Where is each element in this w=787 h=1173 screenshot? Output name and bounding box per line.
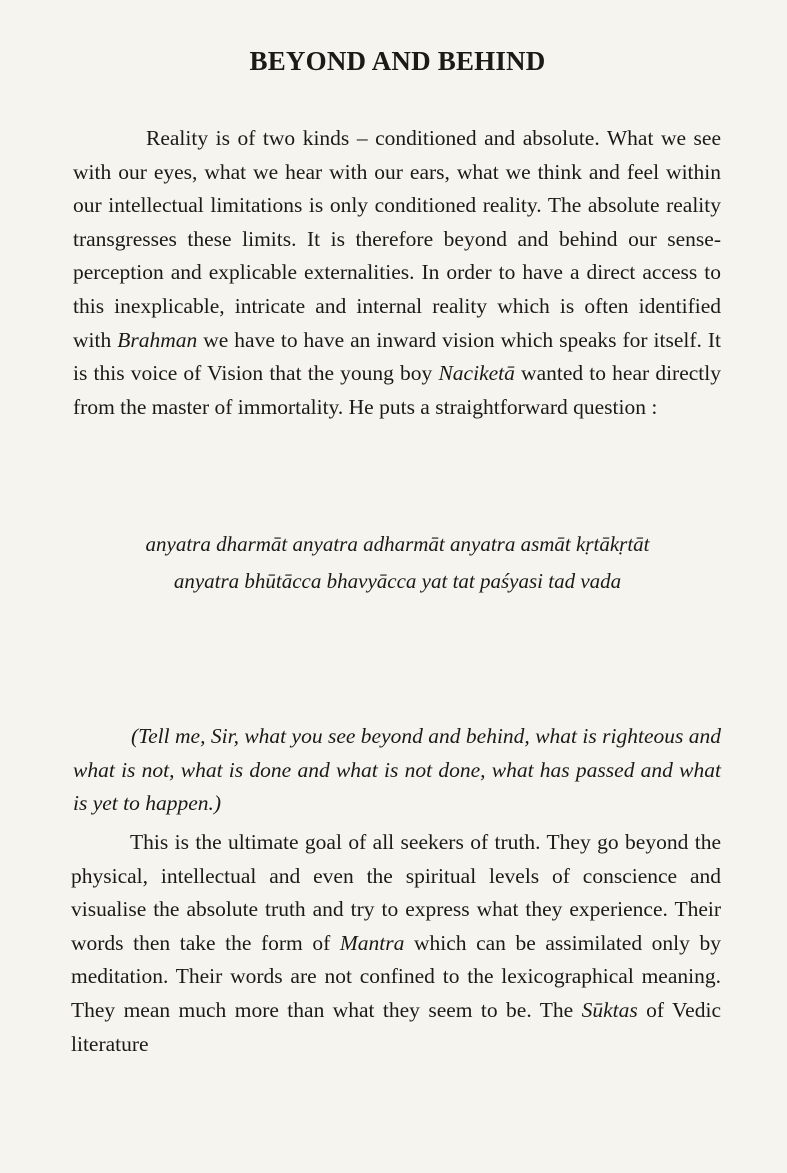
page-title: BEYOND AND BEHIND [249,46,546,76]
paragraph-text: we have to have an inward vision which speaks for itself. It is this voice of Vision that the young boy [73,327,721,386]
verse-translation: (Tell me, Sir, what you see beyond and behind, what is righteous and what is not, what is done and what is not done, what has passed and what is yet to happen.) [73,724,721,816]
paragraph-text: which can be assimilated only by meditation. Their words are not confined to the lexicographical meaning. They mean much more than what they seem to be. The [71,930,721,1022]
verse-line-2: anyatra bhūtācca bhavyācca yat tat paśyasi tad vada [173,569,622,593]
italic-term: Naciketā [438,361,515,386]
paragraph-text: of Vedic literature [71,997,721,1056]
paragraph-text: wanted to hear directly from the master of immortality. He puts a straightforward question : [73,361,721,419]
paragraph-text: This is the ultimate goal of all seekers of truth. They go beyond the physical, intellectual and even the spiritual levels of conscience and visualise the absolute truth and try to express what they experience. Their words then take the form of [71,830,721,955]
paragraph-text: Reality is of two kinds – conditioned and absolute. What we see with our eyes, what we hear with our ears, what we think and feel within our intellectual limitations is only conditioned reality. The absolute reality transgresses these limits. It is therefore beyond and behind our sense-perception and explicable externalities. In order to have a direct access to this inexplicable, intricate and internal reality which is often identified with [73,126,721,352]
verse-line-1: anyatra dharmāt anyatra adharmāt anyatra asmāt kṛtākṛtāt [145,532,650,556]
body-paragraph-1 [73,122,721,424]
italic-term: Mantra [339,930,405,955]
italic-term: Brahman [117,327,198,352]
italic-term: Sūktas [581,997,638,1022]
body-paragraph-2 [71,826,721,1061]
